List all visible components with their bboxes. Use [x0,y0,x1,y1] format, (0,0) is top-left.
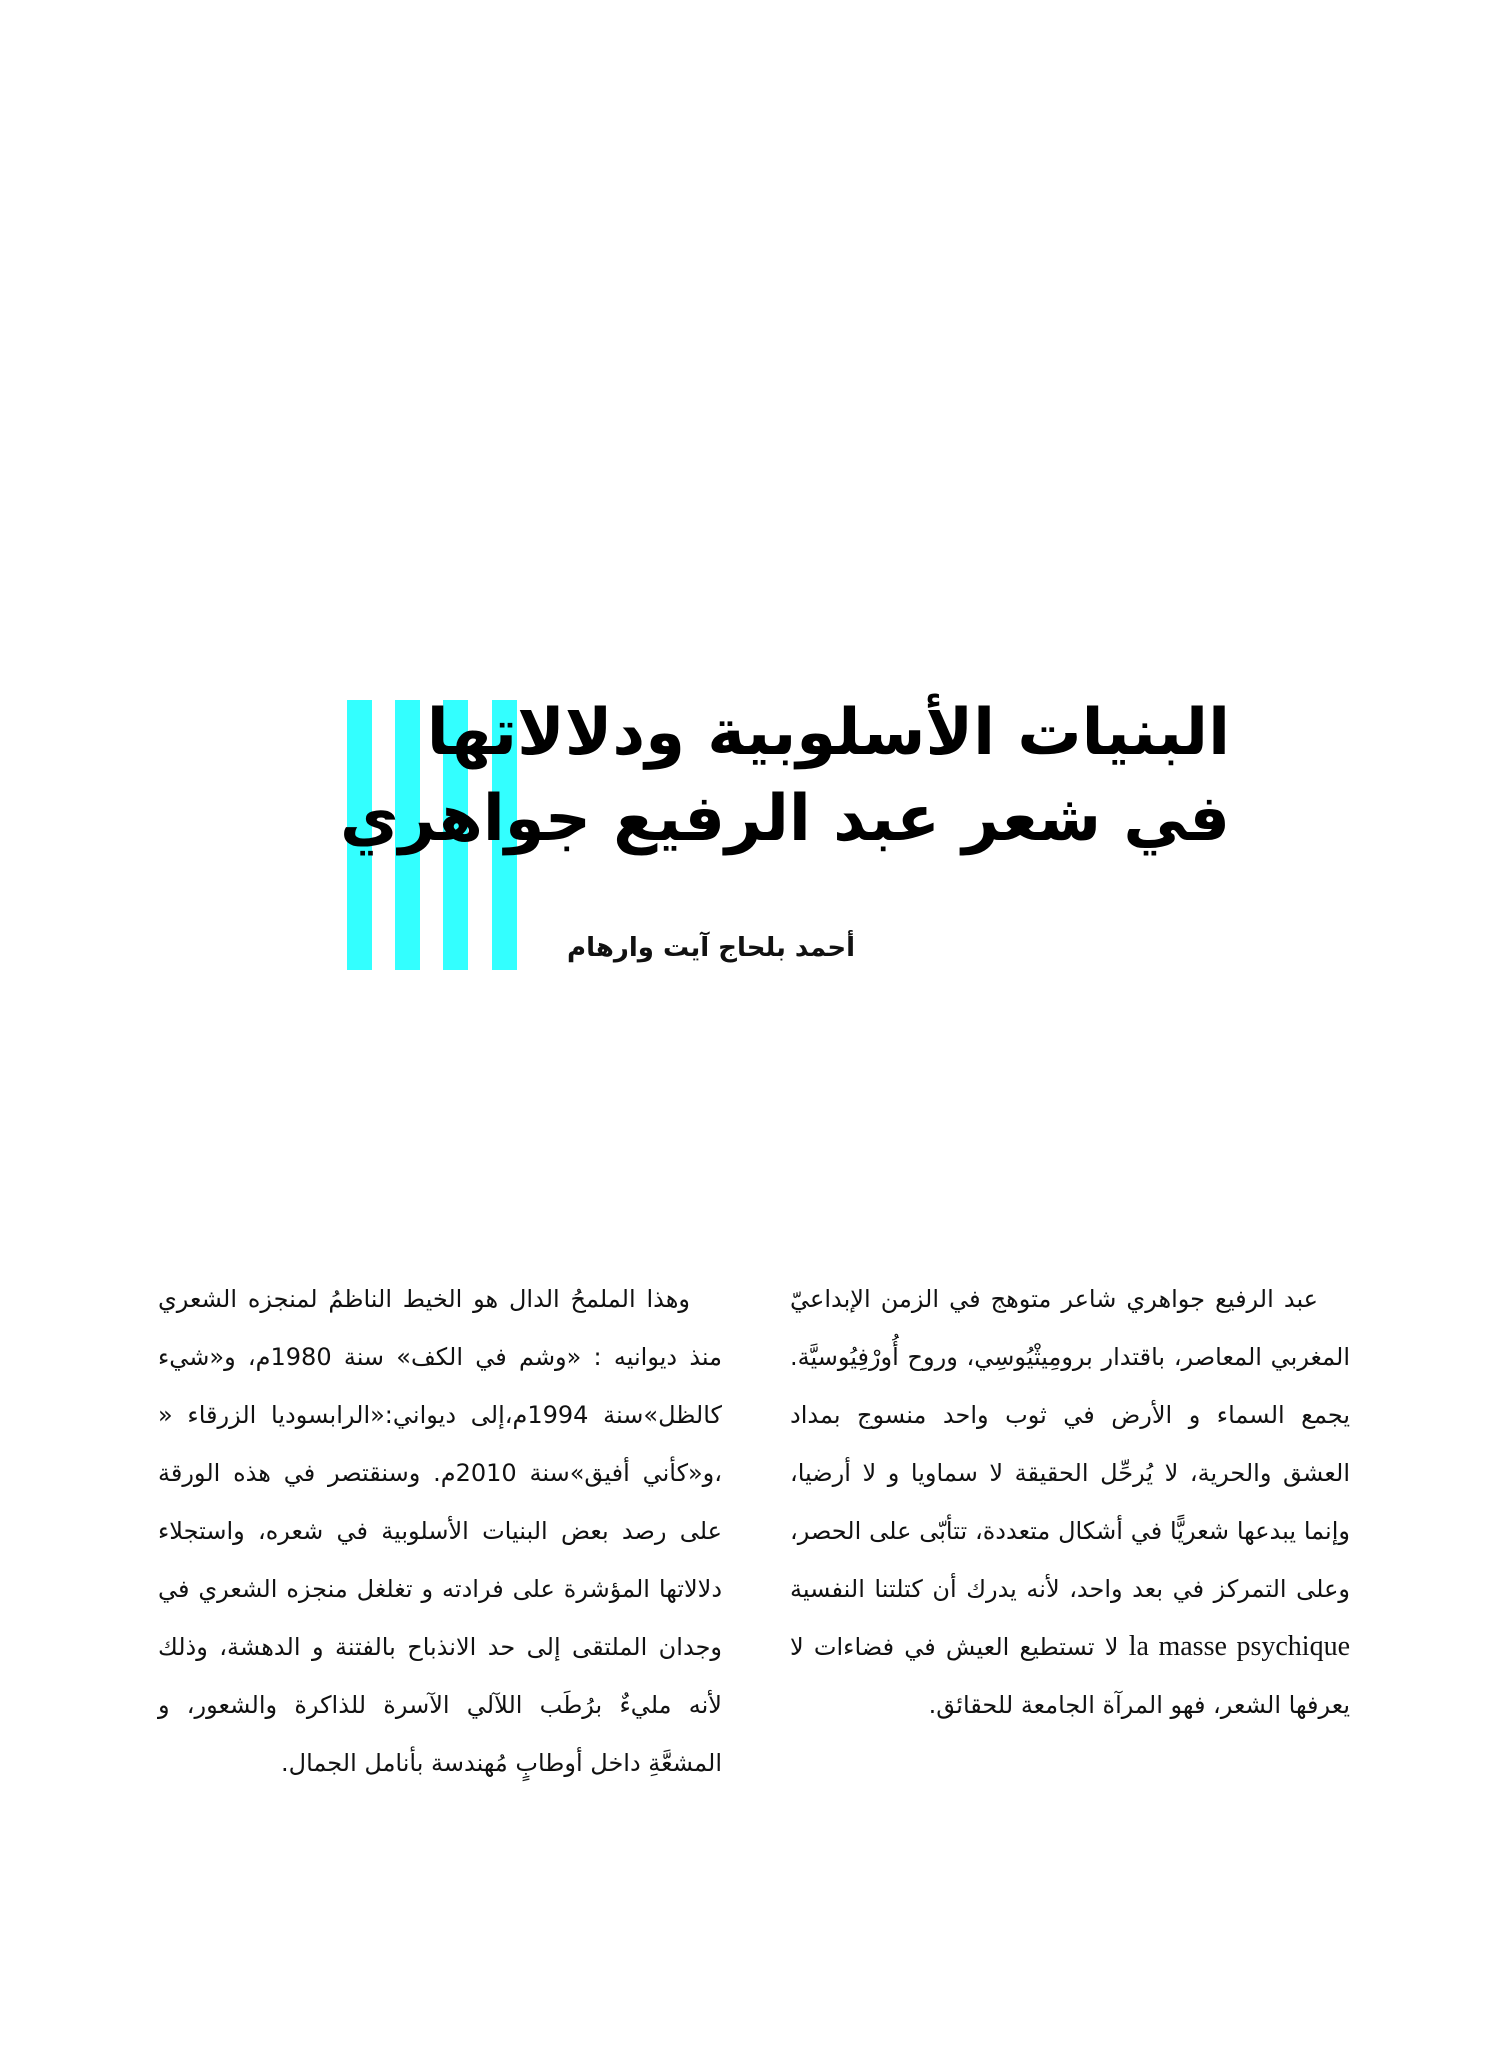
body-column-left [158,1270,722,1792]
article-title-line-1: البنيات الأسلوبية ودلالاتها [426,696,1230,770]
body-column-right [790,1270,1350,1734]
paragraph-text: لا تستطيع العيش في فضاءات لا يعرفها الشعر، فهو المرآة الجامعة للحقائق. [790,1633,1350,1719]
paragraph-text: عبد الرفيع جواهري شاعر متوهج في الزمن الإبداعيّ المغربي المعاصر، باقتدار برومِيثْيُوسِي، وروح أُورْفِيُوسيَّة. يجمع السماء و الأرض في ثوب واحد منسوج بمداد العشق والحرية، لا يُرحِّل الحقيقة لا سماويا و لا أرضيا، وإنما يبدعها شعريًّا في أشكال متعددة، تتأبّى على الحصر، وعلى التمركز في بعد واحد، لأنه يدرك أن كتلتنا النفسية [790,1285,1350,1603]
latin-term: la masse psychique [1128,1631,1351,1662]
paragraph [790,1270,1350,1734]
paragraph: وهذا الملمحُ الدال هو الخيط الناظمُ لمنجزه الشعري منذ ديوانيه : «وشم في الكف» سنة 1980م، و«شيء كالظل»سنة 1994م،إلى ديواني:«الرابسوديا الزرقاء « ،و«كأني أفيق»سنة 2010م. وسنقتصر في هذه الورقة على رصد بعض البنيات الأسلوبية في شعره، واستجلاء دلالاتها المؤشرة على فرادته و تغلغل منجزه الشعري في وجدان الملتقى إلى حد الانذباح بالفتنة و الدهشة، وذلك لأنه مليءٌ برُطَب اللآلي الآسرة للذاكرة والشعور، و المشعَّةِ داخل أوطابٍ مُهندسة بأنامل الجمال. [158,1285,723,1777]
article-title-line-2: في شعر عبد الرفيع جواهري [339,782,1230,856]
author-name: أحمد بلحاج آيت وارهام [567,933,855,963]
article-title [339,690,1230,862]
